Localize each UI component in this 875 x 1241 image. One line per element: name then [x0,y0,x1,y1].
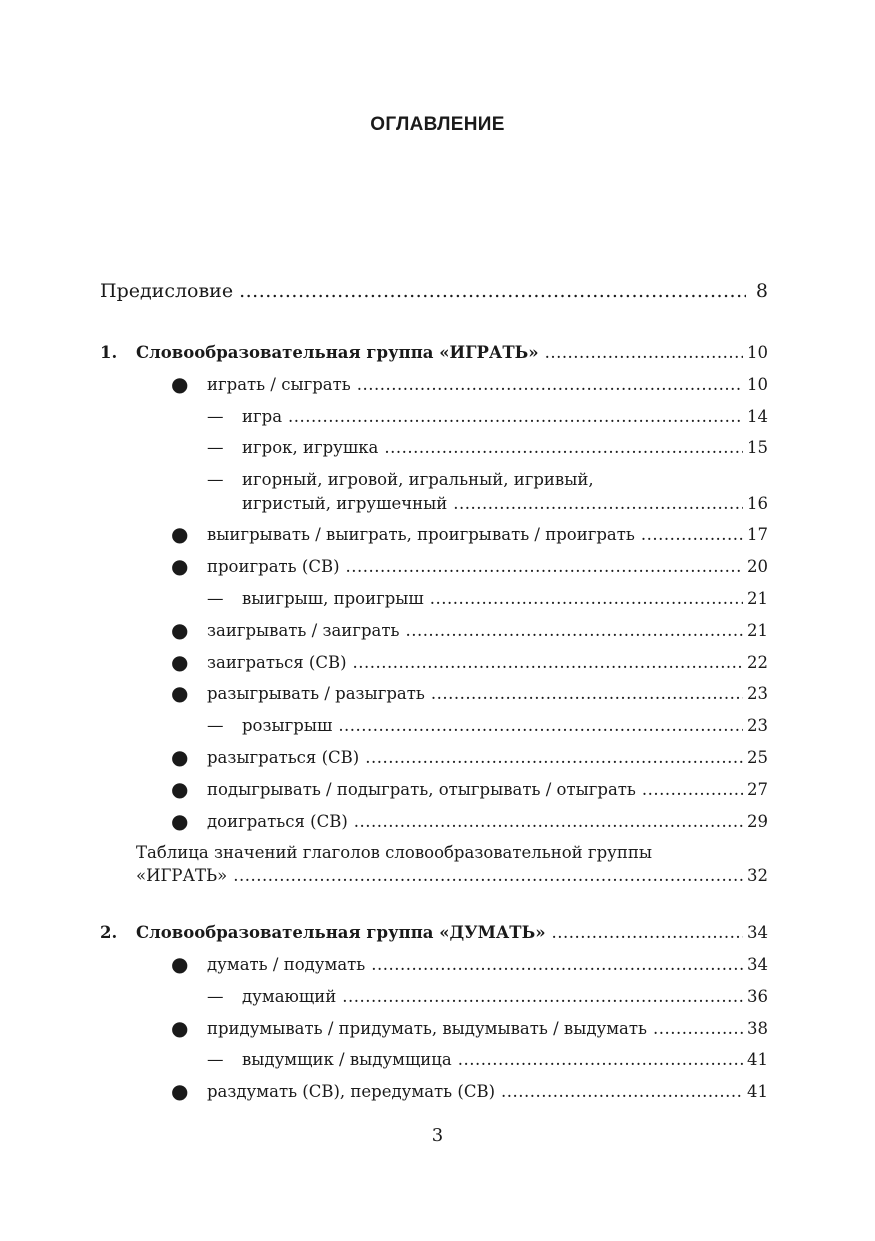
toc-page-number: 23 [747,684,768,703]
toc-page-number: 22 [747,653,768,672]
dash-icon: — [207,1050,224,1069]
toc-page-number: 8 [755,280,768,302]
toc-entry[interactable] [207,1080,768,1104]
toc-entry[interactable] [242,405,768,429]
dot-leader [371,953,743,977]
toc-page-number: 41 [747,1050,768,1069]
dot-leader [239,279,746,303]
dash-icon: — [207,589,224,608]
toc-entry[interactable] [207,953,768,977]
toc-entry[interactable] [207,373,768,397]
toc-entry-label: выдумщик / выдумщица [242,1050,452,1069]
toc-entry-label: заигрывать / заиграть [207,621,400,640]
toc-entry[interactable] [207,555,768,579]
toc-page-number: 10 [747,343,768,362]
dot-leader [346,555,743,579]
toc-entry[interactable] [207,1017,768,1041]
toc-page-number: 36 [747,987,768,1006]
bullet-icon: ● [171,554,189,578]
bullet-icon: ● [171,618,189,642]
toc-page-number: 32 [747,866,768,885]
toc-page-number: 38 [747,1019,768,1038]
toc-page-number: 23 [747,716,768,735]
dash-icon: — [207,438,224,457]
dot-leader [342,985,743,1009]
toc-entry-label: Словообразовательная группа «ДУМАТЬ» [136,923,546,942]
dash-icon: — [207,407,224,426]
dash-icon: — [207,470,224,489]
toc-entry[interactable] [242,587,768,611]
toc-page-number: 17 [747,525,768,544]
toc-page-number: 34 [747,955,768,974]
toc-entry-label: подыгрывать / подыграть, отыгрывать / отыграть [207,780,636,799]
toc-entry-label: розыгрыш [242,716,333,735]
toc-entry-label: Словообразовательная группа «ИГРАТЬ» [136,343,539,362]
toc-page-number: 10 [747,375,768,394]
bullet-icon: ● [171,681,189,705]
toc-entry[interactable] [242,1048,768,1072]
bullet-icon: ● [171,1016,189,1040]
toc-entry-label: игрок, игрушка [242,438,379,457]
toc-page-number: 34 [747,923,768,942]
toc-entry-label: думающий [242,987,337,1006]
toc-page-number: 16 [747,494,768,513]
toc-entry[interactable] [242,468,768,516]
toc-chapter-1[interactable] [136,341,768,365]
toc-entry-label: выигрывать / выиграть, проигрывать / проиграть [207,525,635,544]
toc-entry-label-line: игорный, игровой, игральный, игривый, [242,470,594,489]
toc-page-number: 29 [747,812,768,831]
toc-entry-label: думать / подумать [207,955,366,974]
toc-entry-label: разыграться (СВ) [207,748,360,767]
toc-entry[interactable] [207,810,768,834]
toc-entry-label-line: Таблица значений глаголов словообразовательной группы [136,843,652,862]
toc-entry-label: выигрыш, проигрыш [242,589,424,608]
bullet-icon: ● [171,372,189,396]
toc-entry-label: придумывать / придумать, выдумывать / выдумать [207,1019,647,1038]
toc-page-number: 15 [747,438,768,457]
toc-page-number: 41 [747,1082,768,1101]
dot-leader [641,523,743,547]
dot-leader [405,619,743,643]
dash-icon: — [207,716,224,735]
dot-leader [353,651,743,675]
dot-leader [453,492,743,516]
dot-leader [357,373,743,397]
bullet-icon: ● [171,1079,189,1103]
bullet-icon: ● [171,745,189,769]
bullet-icon: ● [171,650,189,674]
toc-entry-table[interactable] [136,841,768,888]
dot-leader [338,714,743,738]
toc-entry-label: раздумать (СВ), передумать (СВ) [207,1082,496,1101]
toc-entry-preface[interactable] [100,279,768,303]
toc-entry-label: играть / сыграть [207,375,351,394]
toc-entry[interactable] [242,714,768,738]
toc-entry[interactable] [207,651,768,675]
bullet-icon: ● [171,809,189,833]
toc-page-number: 21 [747,589,768,608]
toc-entry[interactable] [242,436,768,460]
toc-page-number: 25 [747,748,768,767]
toc-entry[interactable] [207,778,768,802]
toc-page-number: 27 [747,780,768,799]
page-title: ОГЛАВЛЕНИЕ [370,114,505,135]
bullet-icon: ● [171,777,189,801]
toc-page-number: 21 [747,621,768,640]
toc-entry[interactable] [207,619,768,643]
dot-leader [642,778,743,802]
dot-leader [384,436,743,460]
toc-page-number: 20 [747,557,768,576]
dot-leader [365,746,743,770]
dot-leader [430,587,743,611]
toc-entry[interactable] [207,682,768,706]
dash-icon: — [207,987,224,1006]
toc-entry-label: проиграть (СВ) [207,557,340,576]
toc-page-number: 14 [747,407,768,426]
dot-leader [458,1048,743,1072]
dot-leader [653,1017,743,1041]
dot-leader [545,341,743,365]
toc-entry-label: доиграться (СВ) [207,812,348,831]
bullet-icon: ● [171,952,189,976]
dot-leader [552,921,743,945]
dot-leader [431,682,743,706]
chapter-number: 1. [100,343,118,362]
bullet-icon: ● [171,522,189,546]
dot-leader [501,1080,743,1104]
toc-entry-label: заиграться (СВ) [207,653,347,672]
toc-entry-label: «ИГРАТЬ» [136,866,228,885]
toc-entry[interactable] [207,746,768,770]
toc-entry-label: разыгрывать / разыграть [207,684,425,703]
toc-entry-label: игристый, игрушечный [242,494,448,513]
toc-entry-label: Предисловие [100,280,234,302]
toc-entry[interactable] [207,523,768,547]
toc-entry-label: игра [242,407,283,426]
dot-leader [233,864,743,888]
chapter-number: 2. [100,923,118,942]
page-number: 3 [431,1125,444,1146]
dot-leader [288,405,743,429]
dot-leader [354,810,743,834]
toc-entry[interactable] [242,985,768,1009]
toc-chapter-2[interactable] [136,921,768,945]
